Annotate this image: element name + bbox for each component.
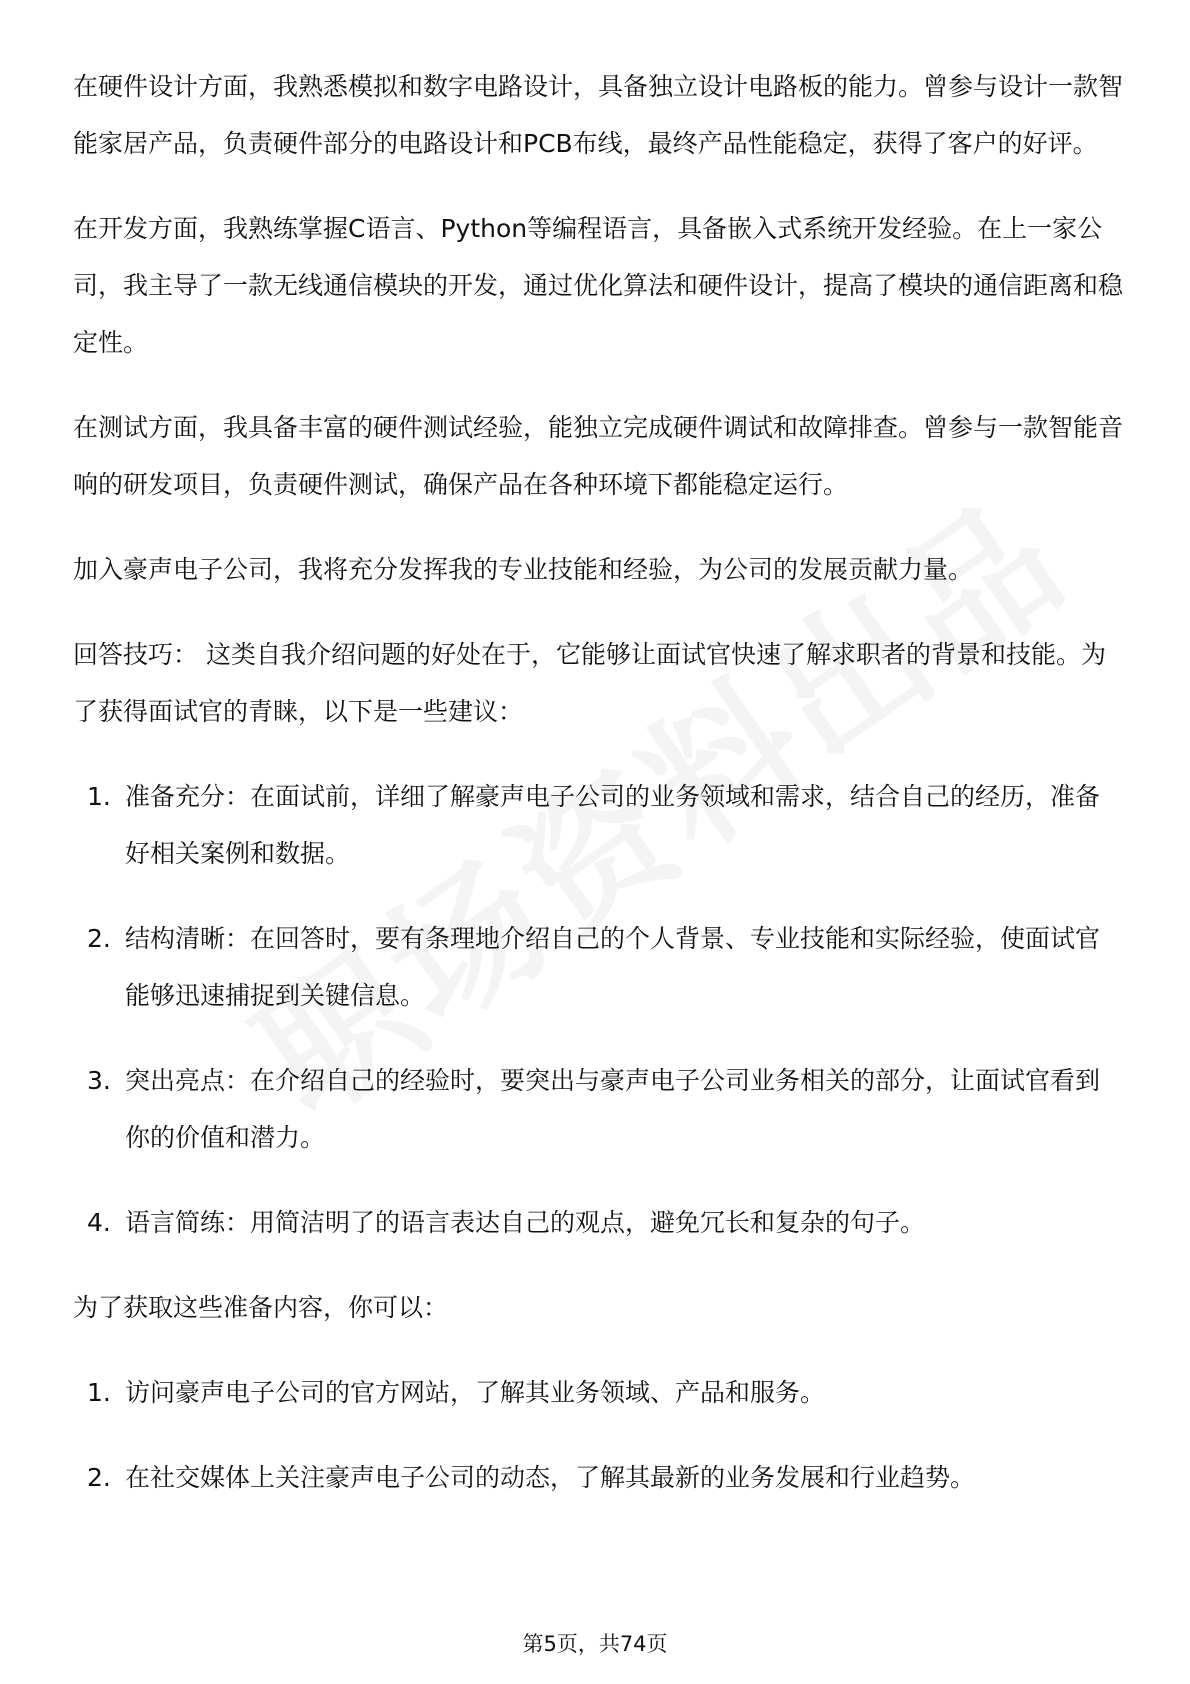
list-text: 突出亮点：在介绍自己的经验时，要突出与豪声电子公司业务相关的部分，让面试官看到你的价值和潜力。 <box>125 1066 1101 1152</box>
list-item <box>73 768 1123 882</box>
list-item <box>73 910 1123 1024</box>
paragraph-prep-intro: 为了获取这些准备内容，你可以： <box>73 1293 449 1322</box>
list-number: 2. <box>87 1463 111 1492</box>
list-number: 1. <box>87 1378 111 1407</box>
list-number: 2. <box>87 924 111 953</box>
list-item <box>73 1052 1123 1166</box>
paragraph-join: 加入豪声电子公司，我将充分发挥我的专业技能和经验，为公司的发展贡献力量。 <box>73 555 974 584</box>
document-body <box>73 58 1123 1534</box>
list-text: 访问豪声电子公司的官方网站，了解其业务领域、产品和服务。 <box>125 1378 826 1407</box>
paragraph-development: 在开发方面，我熟练掌握C语言、Python等编程语言，具备嵌入式系统开发经验。在上一家公司，我主导了一款无线通信模块的开发，通过优化算法和硬件设计，提高了模块的通信距离和稳定性。 <box>73 214 1124 357</box>
list-text: 准备充分：在面试前，详细了解豪声电子公司的业务领域和需求，结合自己的经历，准备好相关案例和数据。 <box>125 782 1101 868</box>
prep-list <box>73 1364 1123 1506</box>
list-text: 在社交媒体上关注豪声电子公司的动态，了解其最新的业务发展和行业趋势。 <box>125 1463 976 1492</box>
list-number: 4. <box>87 1208 111 1237</box>
list-item <box>73 1194 1123 1251</box>
page-footer: 第5页，共74页 <box>522 1632 668 1656</box>
tips-list <box>73 768 1123 1251</box>
paragraph-hardware: 在硬件设计方面，我熟悉模拟和数字电路设计，具备独立设计电路板的能力。曾参与设计一款智能家居产品，负责硬件部分的电路设计和PCB布线，最终产品性能稳定，获得了客户的好评。 <box>73 72 1124 158</box>
paragraph-testing: 在测试方面，我具备丰富的硬件测试经验，能独立完成硬件调试和故障排查。曾参与一款智能音响的研发项目，负责硬件测试，确保产品在各种环境下都能稳定运行。 <box>73 413 1124 499</box>
list-text: 结构清晰：在回答时，要有条理地介绍自己的个人背景、专业技能和实际经验，使面试官能够迅速捕捉到关键信息。 <box>125 924 1101 1010</box>
paragraph-tips-intro: 回答技巧： 这类自我介绍问题的好处在于，它能够让面试官快速了解求职者的背景和技能。为了获得面试官的青睐，以下是一些建议： <box>73 640 1106 726</box>
list-text: 语言简练：用简洁明了的语言表达自己的观点，避免冗长和复杂的句子。 <box>125 1208 926 1237</box>
list-item <box>73 1364 1123 1421</box>
list-item <box>73 1449 1123 1506</box>
list-number: 3. <box>87 1066 111 1095</box>
list-number: 1. <box>87 782 111 811</box>
